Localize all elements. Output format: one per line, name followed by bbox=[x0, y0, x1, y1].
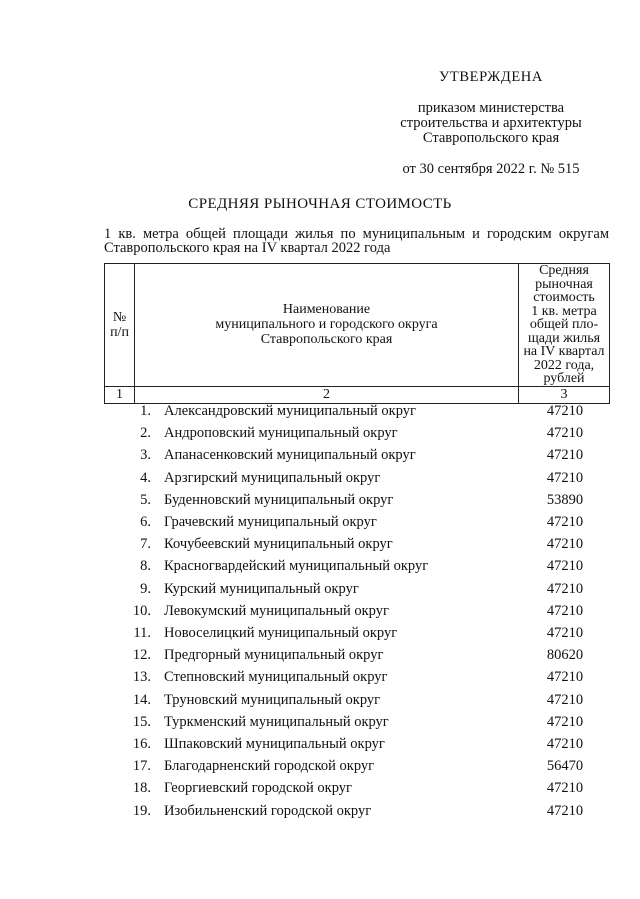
subtitle-line-2: Ставропольского края на IV квартал 2022 года bbox=[104, 240, 391, 256]
row-value: 47210 bbox=[546, 780, 584, 796]
header-num-cell bbox=[105, 264, 135, 387]
row-number: 10. bbox=[132, 603, 151, 619]
row-number: 4. bbox=[140, 470, 151, 486]
row-name: Апанасенковский муниципальный округ bbox=[164, 447, 416, 463]
row-number: 9. bbox=[140, 581, 151, 597]
row-value: 47210 bbox=[546, 470, 584, 486]
table-row bbox=[104, 536, 610, 556]
header-num-line: п/п bbox=[110, 324, 129, 340]
row-number: 7. bbox=[140, 536, 151, 552]
approval-block bbox=[376, 70, 606, 177]
table-row bbox=[104, 758, 610, 778]
row-number: 16. bbox=[132, 736, 151, 752]
column-index: 3 bbox=[519, 386, 610, 403]
row-number: 11. bbox=[133, 625, 151, 641]
row-value: 47210 bbox=[546, 581, 584, 597]
row-value: 47210 bbox=[546, 714, 584, 730]
table-row bbox=[104, 403, 610, 423]
header-cost-line: рыночная bbox=[535, 276, 593, 292]
header-name-line: муниципального и городского округа bbox=[215, 317, 438, 333]
header-name-line: Наименование bbox=[282, 302, 371, 318]
table-row bbox=[104, 492, 610, 512]
header-cost-cell bbox=[519, 264, 610, 387]
row-value: 53890 bbox=[546, 492, 584, 508]
row-value: 47210 bbox=[546, 803, 584, 819]
approval-line-1: приказом министерства bbox=[417, 100, 565, 116]
row-value: 47210 bbox=[546, 736, 584, 752]
header-cost-line: общей пло- bbox=[529, 317, 599, 332]
row-number: 5. bbox=[140, 492, 151, 508]
table-row bbox=[104, 425, 610, 445]
subtitle-line-1: 1 кв. метра общей площади жилья по муниципальным и городским округам bbox=[104, 226, 609, 242]
table-row bbox=[104, 625, 610, 645]
header-cost-line: Средняя bbox=[539, 263, 589, 278]
header-num-line: № bbox=[112, 309, 127, 325]
row-number: 15. bbox=[132, 714, 151, 730]
document-title: СРЕДНЯЯ РЫНОЧНАЯ СТОИМОСТЬ bbox=[188, 196, 452, 212]
row-number: 13. bbox=[132, 669, 151, 685]
row-number: 6. bbox=[140, 514, 151, 530]
row-name: Благодарненский городской округ bbox=[164, 758, 375, 774]
row-value: 47210 bbox=[546, 558, 584, 574]
row-name: Красногвардейский муниципальный округ bbox=[164, 558, 429, 574]
row-name: Шпаковский муниципальный округ bbox=[164, 736, 385, 752]
approval-line-3: Ставропольского края bbox=[422, 130, 560, 146]
table-row bbox=[104, 669, 610, 689]
header-cost-line: щади жилья bbox=[527, 330, 601, 346]
row-number: 14. bbox=[132, 692, 151, 708]
table-row bbox=[104, 603, 610, 623]
table-row bbox=[104, 692, 610, 712]
row-value: 80620 bbox=[546, 647, 584, 663]
header-cost-line: на IV квартал bbox=[523, 344, 605, 359]
row-name: Грачевский муниципальный округ bbox=[164, 514, 377, 530]
row-number: 2. bbox=[140, 425, 151, 441]
row-value: 47210 bbox=[546, 403, 584, 419]
row-number: 8. bbox=[140, 558, 151, 574]
table-row bbox=[104, 558, 610, 578]
row-value: 56470 bbox=[546, 758, 584, 774]
row-number: 1. bbox=[140, 403, 151, 419]
table-row bbox=[104, 470, 610, 490]
table-row bbox=[104, 714, 610, 734]
row-number: 17. bbox=[132, 758, 151, 774]
row-number: 19. bbox=[132, 803, 151, 819]
column-index: 1 bbox=[105, 386, 135, 403]
table-row bbox=[104, 514, 610, 534]
row-number: 3. bbox=[140, 447, 151, 463]
table-row bbox=[104, 780, 610, 800]
header-cost-line: 1 кв. метра bbox=[531, 303, 597, 319]
approval-header: УТВЕРЖДЕНА bbox=[439, 69, 543, 85]
row-value: 47210 bbox=[546, 425, 584, 441]
row-name: Александровский муниципальный округ bbox=[164, 403, 416, 419]
row-value: 47210 bbox=[546, 536, 584, 552]
row-value: 47210 bbox=[546, 514, 584, 530]
header-cost-line: 2022 года, bbox=[533, 357, 595, 373]
table-header bbox=[104, 263, 610, 404]
table-row bbox=[104, 447, 610, 467]
header-name-cell bbox=[135, 264, 519, 387]
header-cost-line: рублей bbox=[543, 371, 585, 386]
table-row bbox=[104, 803, 610, 823]
approval-date: от 30 сентября 2022 г. № 515 bbox=[402, 161, 580, 177]
table-row bbox=[104, 581, 610, 601]
row-name: Кочубеевский муниципальный округ bbox=[164, 536, 393, 552]
row-name: Изобильненский городской округ bbox=[164, 803, 372, 819]
row-number: 18. bbox=[132, 780, 151, 796]
table-row bbox=[104, 647, 610, 667]
row-name: Андроповский муниципальный округ bbox=[164, 425, 398, 441]
header-cost-line: стоимость bbox=[533, 290, 595, 305]
row-name: Туркменский муниципальный округ bbox=[164, 714, 389, 730]
row-name: Буденновский муниципальный округ bbox=[164, 492, 394, 508]
row-name: Георгиевский городской округ bbox=[164, 780, 352, 796]
row-name: Арзгирский муниципальный округ bbox=[164, 470, 381, 486]
header-name-line: Ставропольского края bbox=[260, 332, 393, 348]
row-value: 47210 bbox=[546, 669, 584, 685]
approval-line-2: строительства и архитектуры bbox=[400, 115, 582, 131]
row-name: Предгорный муниципальный округ bbox=[164, 647, 384, 663]
row-name: Новоселицкий муниципальный округ bbox=[164, 625, 398, 641]
column-index: 2 bbox=[135, 386, 519, 403]
row-name: Левокумский муниципальный округ bbox=[164, 603, 389, 619]
row-value: 47210 bbox=[546, 692, 584, 708]
row-number: 12. bbox=[132, 647, 151, 663]
row-name: Курский муниципальный округ bbox=[164, 581, 359, 597]
document-subtitle bbox=[104, 227, 609, 255]
row-value: 47210 bbox=[546, 603, 584, 619]
row-value: 47210 bbox=[546, 625, 584, 641]
row-value: 47210 bbox=[546, 447, 584, 463]
table-row bbox=[104, 736, 610, 756]
row-name: Труновский муниципальный округ bbox=[164, 692, 381, 708]
row-name: Степновский муниципальный округ bbox=[164, 669, 388, 685]
